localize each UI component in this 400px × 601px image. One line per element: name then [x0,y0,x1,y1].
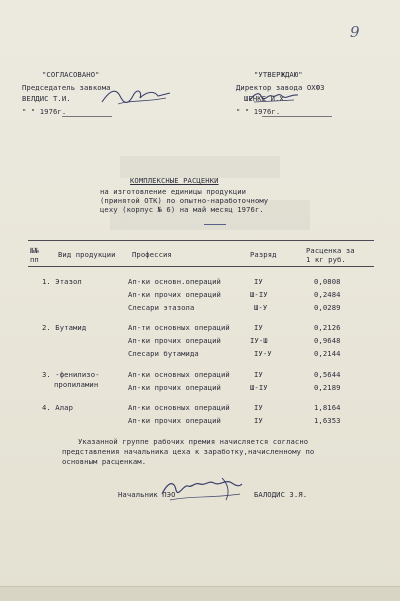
group-4-row-1-profession: Ап-ки основных операций [128,403,230,412]
scan-bottom-edge [0,586,400,601]
table-top-rule [28,240,374,241]
group-3-row-2-rate: 0,2189 [314,383,341,392]
page-number: 9 [350,23,360,41]
footer-position: Начальник ПЭО [118,490,176,499]
group-1-label: 1. Этазол [42,277,82,286]
group-2-row-1-profession: Ап-ти основных операций [128,323,230,332]
group-4-label: 4. Алар [42,403,73,412]
group-4-row-2-rate: 1,6353 [314,416,341,425]
group-2-row-3-rate: 0,2144 [314,349,341,358]
header-grade: Разряд [250,250,277,259]
right-signature-icon [248,88,300,106]
header-number: №№ [30,246,39,255]
left-approval-position: Председатель завкома [22,83,111,92]
right-approval-name: ШЕНКЕ И.Х. [244,94,289,103]
document-subtitle-line-3: цеху (корпус № 6) на май месяц 1976г. [100,205,264,214]
group-1-row-2-profession: Ап-ки прочих операций [128,290,221,299]
header-rate-line-2: 1 кг руб. [306,255,346,264]
month-handwritten-underline [204,224,226,225]
group-4-row-2-profession: Ап-ки прочих операций [128,416,221,425]
group-2-row-2-profession: Ап-ки прочих операций [128,336,221,345]
right-approval-date: " " 1976г. [236,107,281,116]
group-1-row-3-grade: Ш-У [254,303,268,312]
group-1-row-2-rate: 0,2484 [314,290,341,299]
group-1-row-3-rate: 0,0289 [314,303,341,312]
right-approval-title: "УТВЕРЖДАЮ" [254,70,303,79]
group-2-row-2-grade: IУ-Ш [250,336,268,345]
group-1-row-1-profession: Ап-ки основн.операций [128,277,221,286]
table-header-rule [28,266,374,267]
group-2-row-3-grade: IУ-У [254,349,272,358]
group-1-row-2-grade: Ш-IУ [250,290,268,299]
group-3-label-line-2: пропиламин [54,380,99,389]
group-1-row-3-profession: Слесари этазола [128,303,195,312]
group-4-row-2-grade: IУ [254,416,263,425]
group-3-row-2-profession: Ап-ки прочих операций [128,383,221,392]
left-signature-icon [100,84,172,110]
group-3-row-1-grade: IУ [254,370,263,379]
footer-name: БАЛОДИС З.Я. [254,490,308,499]
group-2-row-3-profession: Слесари бутамида [128,349,199,358]
header-number-sub: пп [30,255,39,264]
right-approval-position: Директор завода ОХФЗ [236,83,325,92]
left-approval-title: "СОГЛАСОВАНО" [42,70,100,79]
group-4-row-1-rate: 1,8164 [314,403,341,412]
left-approval-name: ВЕЛДИС Т.И. [22,94,71,103]
group-2-row-1-grade: IУ [254,323,263,332]
group-1-row-1-grade: IУ [254,277,263,286]
group-3-row-2-grade: Ш-IУ [250,383,268,392]
header-product: Вид продукции [58,250,116,259]
group-1-row-1-rate: 0,0808 [314,277,341,286]
left-approval-date: " " 1976г. [22,107,67,116]
footer-signature-icon [158,474,246,504]
document-title: КОМПЛЕКСНЫЕ РАСЦЕНКИ [130,176,219,185]
note-line-1: Указанной группе рабочих премия начисляется согласно [78,437,309,446]
group-2-label: 2. Бутамид [42,323,87,332]
group-4-row-1-grade: IУ [254,403,263,412]
bleed-through-block [120,156,280,178]
group-2-row-2-rate: 0,9648 [314,336,341,345]
note-line-2: представления начальника цеха к заработку,начисленному по [62,447,315,456]
left-date-underline [62,116,112,117]
group-3-label-line-1: 3. -фенилизо- [42,370,100,379]
group-3-row-1-profession: Ап-ки основных операций [128,370,230,379]
header-profession: Профессия [132,250,172,259]
document-subtitle-line-1: на изготовление единицы продукции [100,187,247,196]
document-subtitle-line-2: (принятой ОТК) по опытно-наработочному [100,196,269,205]
header-rate-line-1: Расценка за [306,246,355,255]
group-2-row-1-rate: 0,2126 [314,323,341,332]
right-date-underline [262,116,332,117]
group-3-row-1-rate: 0,5644 [314,370,341,379]
note-line-3: основным расценкам. [62,457,147,466]
